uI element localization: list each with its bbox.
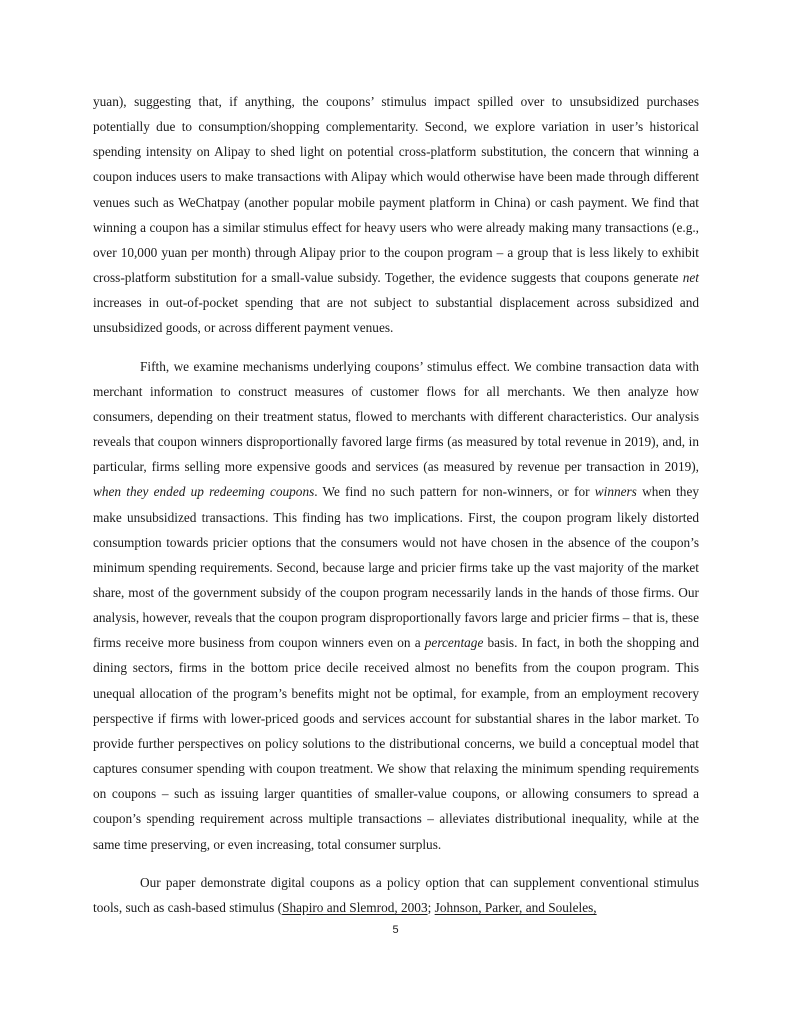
paragraph-text: when they make unsubsidized transactions. This finding has two implications. First, the coupon program likely distorted consumption towards pricier options that the consumers would not have chosen in the absence of the coupon’s minimum spending requirements. Second, because large and pricier firms take up the vast majority of the market share, most of the government subsidy of the coupon program necessarily lands in the hands of those firms. Our analysis, however, reveals that the coupon program disproportionally favors large and pricier firms – that is, these firms receive more business from coupon winners even on a: [93, 484, 699, 651]
paragraph-mechanisms: [93, 354, 699, 857]
paragraph-text: Fifth, we examine mechanisms underlying coupons’ stimulus effect. We combine transaction data with merchant information to construct measures of customer flows for all merchants. We then analyze how consumers, depending on their treatment status, flowed to merchants with different characteristics. Our analysis reveals that coupon winners disproportionally favored large firms (as measured by total revenue in 2019), and, in particular, firms selling more expensive goods and services (as measured by revenue per transaction in 2019),: [93, 358, 699, 475]
emphasis-net: net: [682, 270, 699, 286]
paragraph-text: increases in out-of-pocket spending that are not subject to substantial displacement across subsidized and unsubsidized goods, or across different payment venues.: [93, 295, 699, 336]
citation-separator: ;: [427, 899, 435, 915]
paragraph-spillover-and-substitution: [93, 89, 699, 341]
emphasis-winners: winners: [594, 484, 637, 500]
page-number: 5: [392, 924, 399, 936]
paragraph-contribution: [93, 870, 699, 920]
paragraph-text: basis. In fact, in both the shopping and dining sectors, firms in the bottom price decile received almost no benefits from the coupon program. This unequal allocation of the program’s benefits might not be optimal, for example, from an employment recovery perspective if firms with lower-priced goods and services account for substantial shares in the labor market. To provide further perspectives on policy solutions to the distributional concerns, we build a conceptual model that captures consumer spending with coupon treatment. We show that relaxing the minimum spending requirements on coupons – such as issuing larger quantities of smaller-value coupons, or allowing consumers to spread a coupon’s spending requirement across multiple transactions – alleviates distributional inequality, while at the same time preserving, or even increasing, total consumer surplus.: [93, 635, 700, 852]
paragraph-text: Our paper demonstrate digital coupons as a policy option that can supplement conventional stimulus tools, such as cash-based stimulus (: [93, 874, 699, 915]
paper-body: [93, 89, 699, 920]
paragraph-text: . We find no such pattern for non-winners, or for: [314, 484, 590, 500]
citation-link-johnson-parker-souleles[interactable]: Johnson, Parker, and Souleles,: [434, 899, 597, 915]
citation-link-shapiro-slemrod[interactable]: Shapiro and Slemrod, 2003: [282, 899, 428, 915]
emphasis-percentage: percentage: [424, 635, 484, 651]
paragraph-text: yuan), suggesting that, if anything, the coupons’ stimulus impact spilled over to unsubsidized purchases potentially due to consumption/shopping complementarity. Second, we explore variation in user’s historical spending intensity on Alipay to shed light on potential cross-platform substitution, the concern that winning a coupon induces users to make transactions with Alipay which would otherwise have been made through different venues such as WeChatpay (another popular mobile payment platform in China) or cash payment. We find that winning a coupon has a similar stimulus effect for heavy users who were already making many transactions (e.g., over 10,000 yuan per month) through Alipay prior to the coupon program – a group that is less likely to exhibit cross-platform substitution for a small-value subsidy. Together, the evidence suggests that coupons generate: [93, 94, 699, 286]
emphasis-redeeming: when they ended up redeeming coupons: [93, 484, 315, 500]
